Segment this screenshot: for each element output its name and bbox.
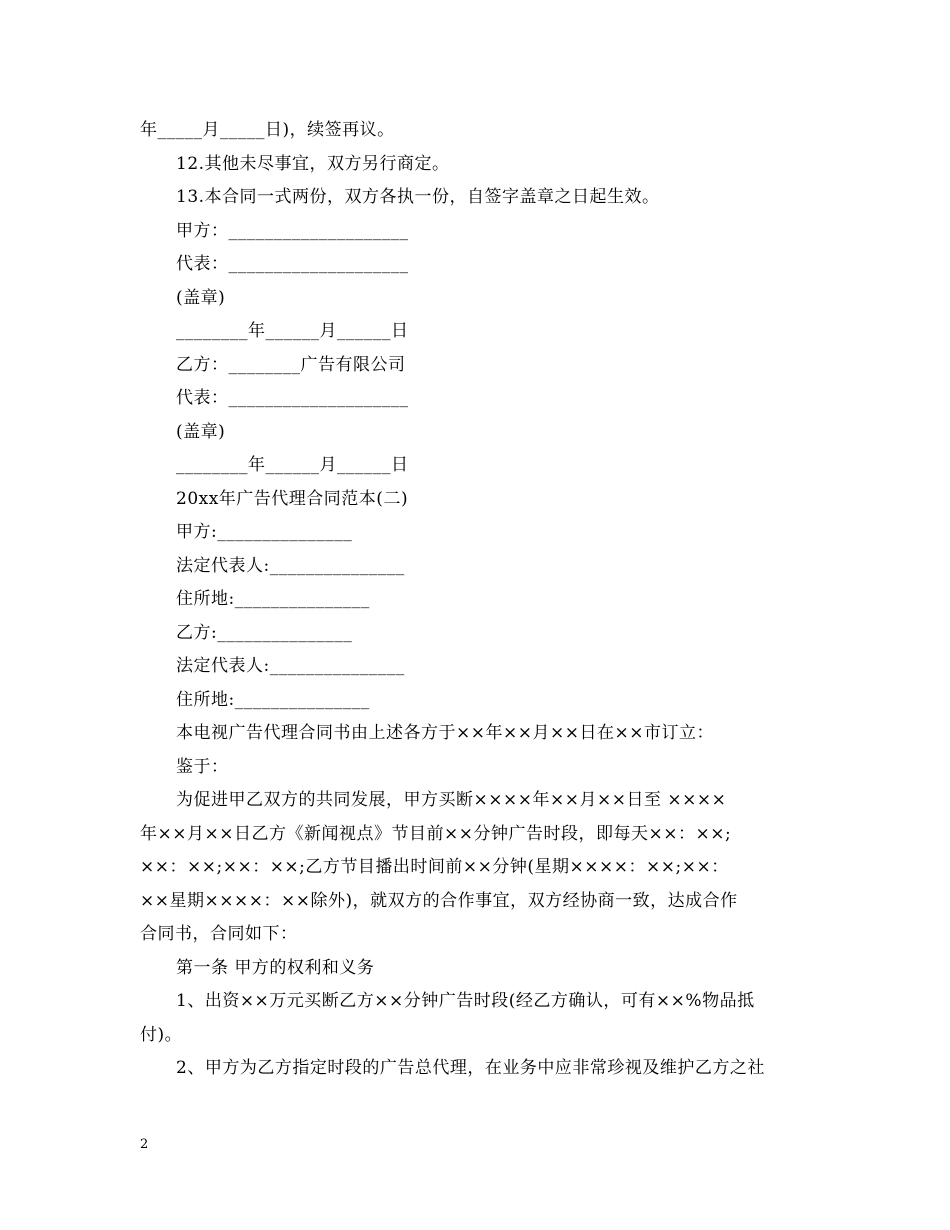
text-line: (盖章) (176, 422, 226, 442)
text-line: 代表：____________________ (176, 254, 409, 274)
text-line: 乙方：________广告有限公司 (176, 355, 406, 375)
text-line: 年_____月_____日)，续签再议。 (140, 120, 395, 140)
text-line: 年××月××日乙方《新闻视点》节目前××分钟广告时段，即每天××：××; (140, 824, 732, 844)
text-line: ________年______月______日 (176, 321, 409, 341)
text-line: 法定代表人:_______________ (176, 556, 405, 576)
text-line: ________年______月______日 (176, 455, 409, 475)
text-line: 法定代表人:_______________ (176, 656, 405, 676)
text-line: ××：××;××：××;乙方节目播出时间前××分钟(星期××××：××;××： (140, 857, 729, 877)
text-line: 住所地:_______________ (176, 690, 370, 710)
text-line: (盖章) (176, 288, 226, 308)
article-heading: 第一条 甲方的权利和义务 (176, 958, 375, 978)
section-title: 20xx年广告代理合同范本(二) (176, 489, 409, 509)
page-number: 2 (140, 1137, 149, 1152)
text-line: 12.其他未尽事宜，双方另行商定。 (176, 154, 450, 174)
text-line: 乙方:_______________ (176, 623, 353, 643)
text-line: 2、甲方为乙方指定时段的广告总代理，在业务中应非常珍视及维护乙方之社 (176, 1058, 765, 1078)
text-line: 甲方：____________________ (176, 221, 409, 241)
text-line: 鉴于： (176, 757, 229, 777)
text-line: ××星期××××：××除外)，就双方的合作事宜，双方经协商一致，达成合作 (140, 891, 738, 911)
text-line: 代表：____________________ (176, 388, 409, 408)
text-line: 付)。 (140, 1025, 183, 1045)
text-line: 甲方:_______________ (176, 522, 353, 542)
text-line: 本电视广告代理合同书由上述各方于××年××月××日在××市订立： (176, 723, 714, 743)
text-line: 合同书，合同如下： (140, 924, 298, 944)
text-line: 13.本合同一式两份，双方各执一份，自签字盖章之日起生效。 (176, 187, 660, 207)
text-line: 住所地:_______________ (176, 589, 370, 609)
text-line: 1、出资××万元买断乙方××分钟广告时段(经乙方确认，可有××%物品抵 (176, 991, 755, 1011)
text-line: 为促进甲乙双方的共同发展，甲方买断××××年××月××日至 ×××× (176, 790, 727, 810)
